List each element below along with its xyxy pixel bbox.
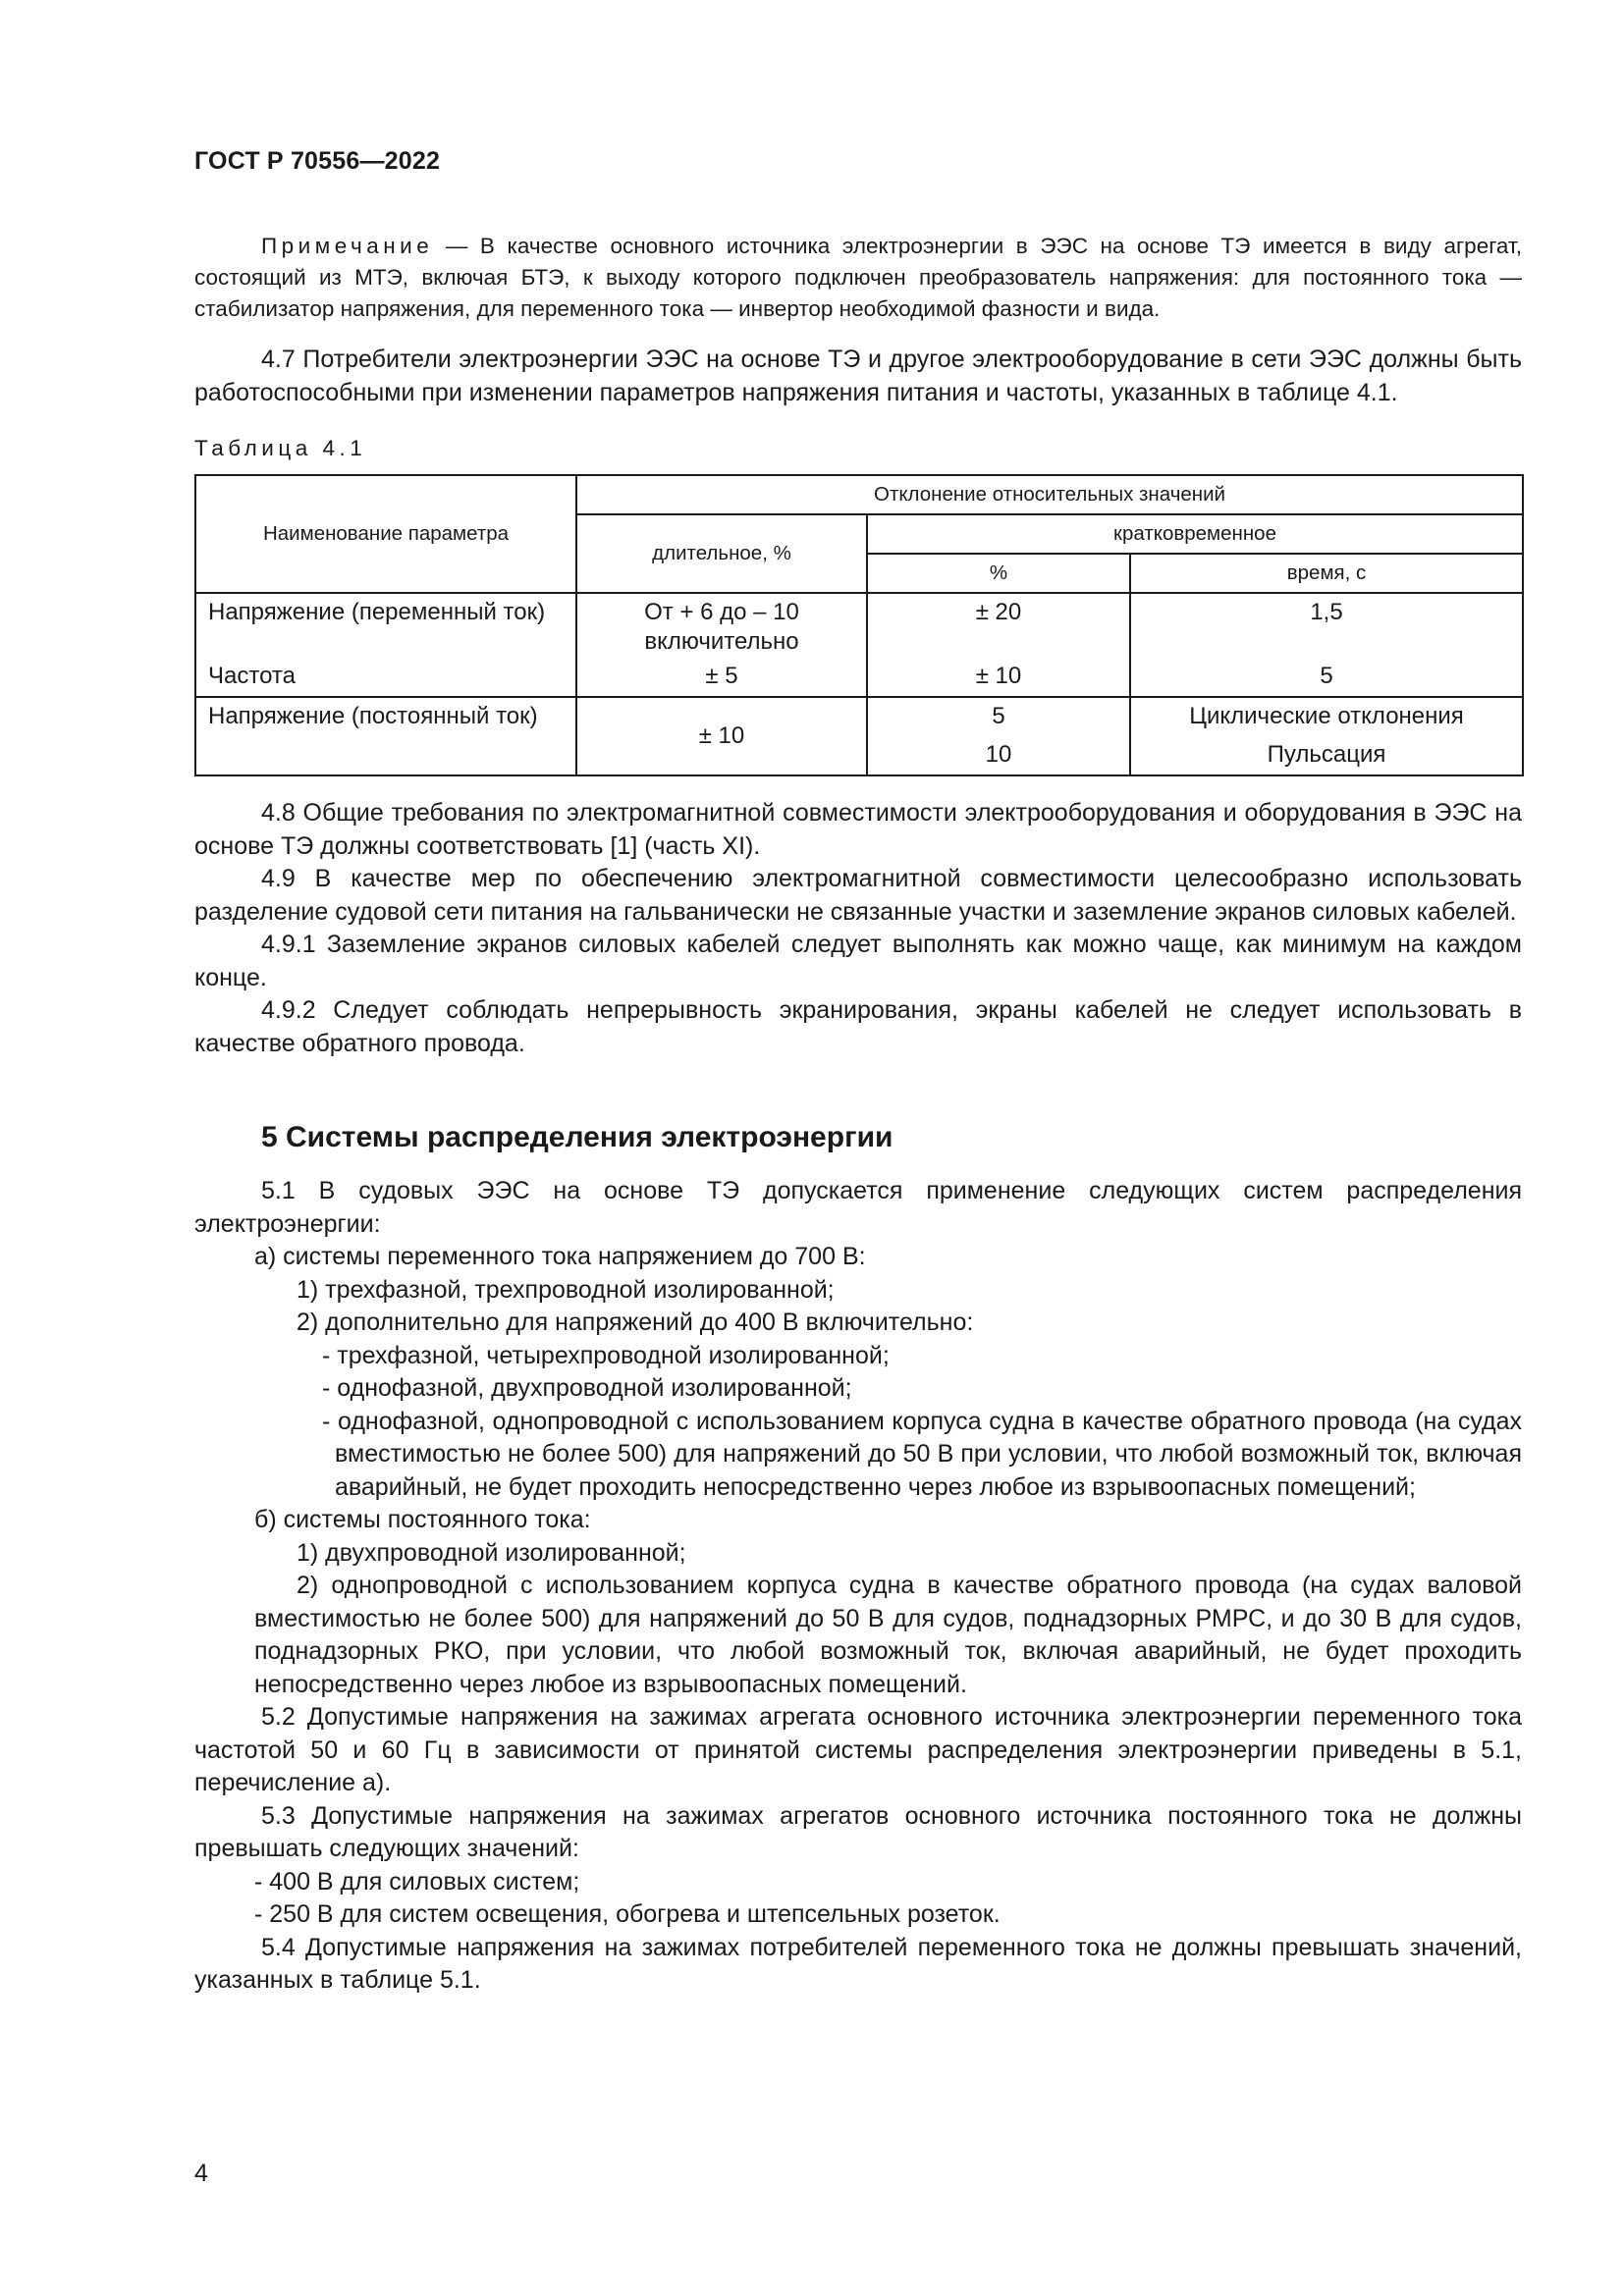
paragraph-4-9: 4.9 В качестве мер по обеспечению электромагнитной совместимости целесообразно использовать разделение судовой сети питания на гальванически не связанные участки и заземление экранов силовых кабелей. <box>194 865 1522 926</box>
page-number: 4 <box>194 2160 208 2187</box>
cell-percent: ± 20 <box>867 593 1130 657</box>
header-percent: % <box>867 554 1130 593</box>
list-item-a2: 2) дополнительно для напряжений до 400 В включительно: <box>297 1308 974 1336</box>
note <box>194 231 1522 325</box>
cell-long: ± 10 <box>576 697 867 775</box>
cell-time: Циклические отклонения <box>1130 697 1523 735</box>
parameters-table <box>194 474 1524 776</box>
paragraph-5-1: 5.1 В судовых ЭЭС на основе ТЭ допускается применение следующих систем распределения электроэнергии: <box>194 1177 1522 1238</box>
cell-percent: ± 10 <box>867 657 1130 697</box>
cell-long: ± 5 <box>576 657 867 697</box>
cell-time: 5 <box>1130 657 1523 697</box>
cell-name: Напряжение (переменный ток) <box>195 593 576 657</box>
list-item-a2-dash1: - трехфазной, четырехпроводной изолированной; <box>322 1341 890 1369</box>
note-label: Примечание <box>261 234 434 258</box>
paragraph-5-3-dash2: - 250 В для систем освещения, обогрева и штепсельных розеток. <box>254 1900 1001 1928</box>
list-item-a2-dash2: - однофазной, двухпроводной изолированной; <box>322 1374 852 1402</box>
paragraph-4-9-2: 4.9.2 Следует соблюдать непрерывность экранирования, экраны кабелей не следует использовать в качестве обратного провода. <box>194 996 1522 1057</box>
cell-name: Напряжение (постоянный ток) <box>195 697 576 775</box>
header-deviation: Отклонение относительных значений <box>576 475 1523 514</box>
list-item-a2-dash3: - однофазной, однопроводной с использованием корпуса судна в качестве обратного провода (на судах вместимостью не более 500) для напряжений до 50 В при условии, что любой возможный ток, включая аварийный, не будет проходить непосредственно через любое из взрывоопасных помещений; <box>322 1407 1522 1501</box>
table-row <box>195 593 1523 657</box>
header-short-term: кратковременное <box>867 514 1523 554</box>
header-time: время, с <box>1130 554 1523 593</box>
table-row <box>195 697 1523 735</box>
cell-time: Пульсация <box>1130 735 1523 775</box>
cell-percent: 10 <box>867 735 1130 775</box>
list-item-b1: 1) двухпроводной изолированной; <box>297 1538 686 1567</box>
paragraph-4-9-1: 4.9.1 Заземление экранов силовых кабелей следует выполнять как можно чаще, как минимум на каждом конце. <box>194 931 1522 991</box>
list-item-b: б) системы постоянного тока: <box>254 1506 591 1533</box>
note-text: — В качестве основного источника электроэнергии в ЭЭС на основе ТЭ имеется в виду агрегат, состоящий из МТЭ, включая БТЭ, к выходу которого подключен преобразователь напряжения: для постоянного тока — стабилизатор напряжения, для переменного тока — инвертор необходимой фазности и вида. <box>194 234 1522 321</box>
paragraph-5-4: 5.4 Допустимые напряжения на зажимах потребителей переменного тока не должны превышать значений, указанных в таблице 5.1. <box>194 1933 1522 1994</box>
paragraph-5-3: 5.3 Допустимые напряжения на зажимах агрегатов основного источника постоянного тока не должны превышать следующих значений: <box>194 1801 1522 1862</box>
header-long-term: длительное, % <box>576 514 867 593</box>
section-5-title: 5 Системы распределения электроэнергии <box>261 1121 893 1153</box>
paragraph-5-2: 5.2 Допустимые напряжения на зажимах агрегата основного источника электроэнергии переменного тока частотой 50 и 60 Гц в зависимости от принятой системы распределения электроэнергии приведены в 5.1, перечисление а). <box>194 1703 1522 1796</box>
cell-percent: 5 <box>867 697 1130 735</box>
paragraph-4-7: 4.7 Потребители электроэнергии ЭЭС на основе ТЭ и другое электрооборудование в сети ЭЭС должны быть работоспособными при изменении параметров напряжения питания и частоты, указанных в таблице 4.1. <box>194 346 1522 406</box>
cell-time: 1,5 <box>1130 593 1523 657</box>
cell-name: Частота <box>195 657 576 697</box>
list-item-a: а) системы переменного тока напряжением до 700 В: <box>254 1243 866 1270</box>
header-parameter-name: Наименование параметра <box>195 475 576 593</box>
paragraph-4-8: 4.8 Общие требования по электромагнитной совместимости электрооборудования и оборудования в ЭЭС на основе ТЭ должны соответствовать [1] (часть XI). <box>194 799 1522 860</box>
list-item-b2: 2) однопроводной с использованием корпуса судна в качестве обратного провода (на судах валовой вместимостью не более 500) для напряжений до 50 В для судов, поднадзорных РМРС, и до 30 В для судов, поднадзорных РКО, при условии, что любой возможный ток, включая аварийный, не будет проходить непосредственно через любое из взрывоопасных помещений. <box>254 1572 1522 1698</box>
table-caption: Таблица 4.1 <box>194 436 367 460</box>
paragraph-5-3-dash1: - 400 В для силовых систем; <box>254 1867 580 1896</box>
document-page <box>194 147 1522 1998</box>
table-row <box>195 657 1523 697</box>
document-code: ГОСТ Р 70556—2022 <box>194 147 441 175</box>
list-item-a1: 1) трехфазной, трехпроводной изолированной; <box>297 1275 835 1304</box>
cell-long: От + 6 до – 10 включительно <box>576 593 867 657</box>
